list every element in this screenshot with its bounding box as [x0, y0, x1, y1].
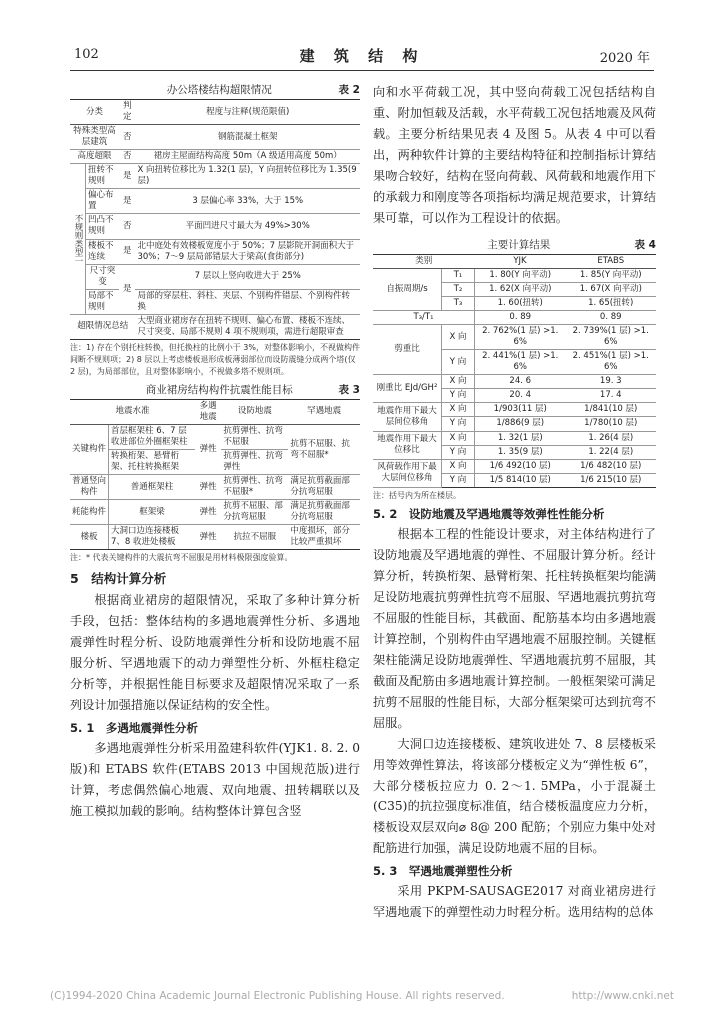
table-row: 转换桁架、悬臂桁架、托柱转换框架 抗剪弹性、抗弯弹性: [70, 450, 360, 475]
table2-header: 分类: [70, 100, 119, 125]
table3-header: 地震水准: [70, 399, 195, 424]
table2: [70, 99, 360, 340]
table-row: 地震作用下最大层间位移角 X 向 1/903(11 层) 1/841(10 层): [373, 403, 656, 417]
table4-header: YJK: [475, 254, 566, 268]
table-row: 风荷载作用下最大层间位移角 X 向 1/6 492(10 层) 1/6 482(10 层): [373, 459, 656, 473]
paragraph: 根据商业裙房的超限情况，采取了多种计算分析手段，包括：整体结构的多遇地震弹性分析、多遇地震弹性时程分析、设防地震弹性分析和设防地震不屈服分析、罕遇地震下的动力弹塑性分析、外框柱稳定分析等，并根据性能目标要求及超限情况采取了一系列设计加强措施以保证结构的安全性。: [70, 593, 360, 713]
table4-number: 表 4: [634, 238, 656, 251]
table4-header: 类别: [373, 254, 475, 268]
table-row: 普通竖向构件 普通框架柱 弹性 抗剪弹性、抗弯不屈服* 满足抗剪截面部分抗弯屈服: [70, 475, 360, 500]
table-row: T₂ 1. 62(X 向平动) 1. 67(X 向平动): [373, 282, 656, 296]
table-row: 耗能构件 框架梁 弹性 抗剪不屈服、部分抗弯屈服 满足抗剪截面部分抗弯屈服: [70, 500, 360, 525]
subsection-heading: 5. 1 多遇地震弹性分析: [70, 721, 198, 736]
page-footer: [50, 990, 674, 1002]
paragraph: 多遇地震弹性分析采用盈建科软件(YJK1. 8. 2. 0 版)和 ETABS 软件(ETABS 2013 中国规范版)进行计算，考虑偶然偏心地震、双向地震、扭转耦联以及施工模拟加载的影响。结构整体计算包含竖: [70, 741, 360, 819]
table-row: 偏心布置 是 3 层偏心率 33%，大于 15%: [70, 189, 360, 214]
table3-note: 注：* 代表关键构件的大震抗弯不屈服是用材料极限强度验算。: [70, 553, 293, 563]
table-row: Y 向 1/886(9 层) 1/780(10 层): [373, 417, 656, 431]
paragraph: 采用 PKPM-SAUSAGE2017 对商业裙房进行罕遇地震下的弹塑性动力时程分析。选用结构的总体: [373, 884, 656, 920]
table-row: T₃ 1. 60(扭转) 1. 65(扭转): [373, 297, 656, 311]
table-row: 剪重比 X 向 2. 762%(1 层) >1. 6% 2. 739%(1 层) >1. 6%: [373, 325, 656, 350]
table4-title: 主要计算结果: [487, 238, 551, 251]
table-row: 超限情况总结 大型商业裙房存在扭转不规则、偏心布置、楼板不连续、尺寸突变、局部不规则 4 项不规则项，需进行超限审查: [70, 314, 360, 339]
table2-note: 注：1) 存在个别托柱转换，但托换柱的比例小于 3%，对整体影响小，不视做构件间断不规则项；2) 8 层以上考虑楼板退形成板薄弱部位而设防震缝分成两个塔(仅 2 层)，为局部部位，且对整体影响小，不视做多塔不规则项。: [70, 342, 360, 376]
table-row: 自振周期/s T₁ 1. 80(Y 向平动) 1. 85(Y 向平动): [373, 268, 656, 282]
page-header: [0, 0, 724, 72]
table-row: 高度超限 否 裙房主屋面结构高度 50m（A 级适用高度 50m）: [70, 150, 360, 164]
table3: [70, 399, 360, 551]
table-row: 不规则类型一 扭转不规则 是 X 向扭转位移比为 1.32(1 层)，Y 向扭转位移比为 1.35(9 层): [70, 164, 360, 189]
header-rule: [70, 70, 654, 71]
table-row: Y 向 1/5 814(10 层) 1/6 215(10 层): [373, 473, 656, 487]
table3-header: 罕遇地震: [288, 399, 360, 424]
journal-title: 建 筑 结 构: [299, 47, 425, 65]
table-row: 楼板不连续 是 北中庭处有效楼板宽度小于 50%；7 层影院开洞面积大于 30%；7～9 层局部错层大于梁高(食街部分): [70, 239, 360, 264]
table-row: 特殊类型高层建筑 否 钢筋混凝土框架: [70, 125, 360, 150]
table-row: 关键构件 首层框架柱 6、7 层收进部位外圈框架柱 弹性 抗剪弹性、抗弯不屈服 抗剪不屈服、抗弯不屈服*: [70, 424, 360, 449]
table2-header: 程度与注释(规范限值): [135, 100, 360, 125]
paragraph: 根据本工程的性能设计要求，对主体结构进行了设防地震及罕遇地震的弹性、不屈服计算分析。经计算分析，转换桁架、悬臂桁架、托柱转换框架均能满足设防地震抗剪弹性抗弯不屈服、罕遇地震抗剪抗弯不屈服的性能目标，其截面、配筋基本均由多遇地震计算控制，个别构件由罕遇地震不屈服控制。关键框架柱能满足设防地震弹性、罕遇地震抗剪不屈服，其截面及配筋由多遇地震计算控制。一般框架梁可满足抗剪不屈服的性能目标，大部分框架梁可达到抗弯不屈服。: [373, 526, 656, 730]
section-heading: 5 结构计算分析: [70, 571, 167, 587]
table4-header: ETABS: [566, 254, 657, 268]
table3-title: 商业裙房结构构件抗震性能目标: [145, 383, 293, 396]
table-row: 楼板 大洞口边连接楼板 7、8 收进处楼板 弹性 抗拉不屈服 中度损坏，部分比较严重损坏: [70, 525, 360, 550]
issue-year: 2020 年: [599, 51, 650, 66]
right-column: [373, 82, 656, 923]
table-row: 尺寸突变 是 7 层以上竖向收进大于 25%: [70, 264, 360, 289]
subsection-heading: 5. 2 设防地震及罕遇地震等效弹性性能分析: [373, 506, 605, 521]
table-row: 凹凸不规则 否 平面凹进尺寸最大为 49%>30%: [70, 214, 360, 239]
table-row: Y 向 2. 441%(1 层) >1. 6% 2. 451%(1 层) >1. 6%: [373, 350, 656, 375]
table2-number: 表 2: [338, 84, 360, 96]
table3-header: 多遇地震: [195, 399, 221, 424]
table-row: Y 向 20. 4 17. 4: [373, 389, 656, 403]
left-column: [70, 82, 360, 822]
table2-title: 办公塔楼结构超限情况: [166, 84, 272, 96]
table2-header: 判定: [119, 100, 136, 125]
table2-caption: [70, 82, 360, 99]
table4-note: 注：括号内为所在楼层。: [373, 490, 461, 500]
footer-url: http://www.cnki.net: [571, 990, 674, 1002]
subsection-heading: 5. 3 罕遇地震弹塑性分析: [373, 864, 513, 879]
table3-number: 表 3: [338, 383, 360, 396]
copyright-text: (C)1994-2020 China Academic Journal Electronic Publishing House. All rights reserved.: [50, 990, 505, 1002]
table4-caption: [373, 237, 656, 254]
table-row: T₃/T₁ 0. 89 0. 89: [373, 311, 656, 325]
table-row: 地震作用下最大位移比 X 向 1. 32(1 层) 1. 26(4 层): [373, 431, 656, 445]
table4: [373, 254, 656, 488]
paragraph: 大洞口边连接楼板、建筑收进处 7、8 层楼板采用等效弹性算法，将该部分楼板定义为“弹性板 6”，大部分楼板拉应力 0. 2～1. 5MPa，小于混凝土(C35)的抗拉强度标准值，结合楼板温度应力分析，楼板设双层双向⌀ 8@ 200 配筋；个别应力集中处对配筋进行加强，满足设防地震不屈的目标。: [373, 736, 656, 856]
table-row: Y 向 1. 35(9 层) 1. 22(4 层): [373, 445, 656, 459]
table-row: 刚重比 EJd/GH² X 向 24. 6 19. 3: [373, 375, 656, 389]
table3-header: 设防地震: [221, 399, 288, 424]
paragraph: 向和水平荷载工况，其中竖向荷载工况包括结构自重、附加恒载及活载，水平荷载工况包括地震及风荷载。主要分析结果见表 4 及图 5。从表 4 中可以看出，两种软件计算的主要结构特征和控制指标计算结果吻合较好，结构在竖向荷载、风荷载和地震作用下的承载力和刚度等各项指标均满足规范要求，计算结果可靠，可以作为工程设计的依据。: [373, 85, 656, 225]
table3-caption: [70, 382, 360, 399]
table-row: 局部不规则 局部的穿层柱、斜柱、夹层、个别构件错层、个别构件转换: [70, 289, 360, 314]
page-number: 102: [74, 47, 99, 62]
